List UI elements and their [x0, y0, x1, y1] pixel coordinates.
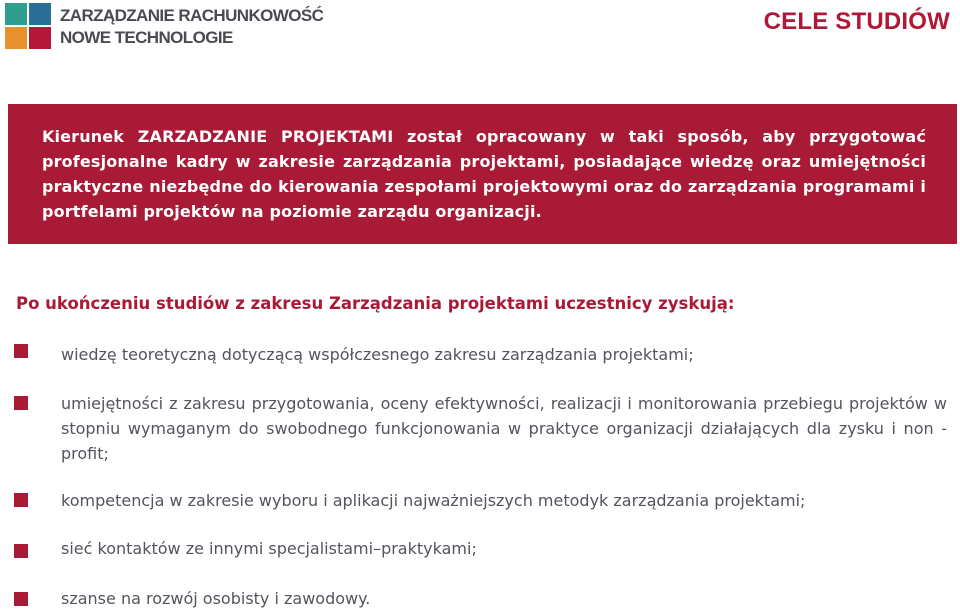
list-item: wiedzę teoretyczną dotyczącą współczesnego zakresu zarządzania projektami; — [61, 345, 694, 364]
bullet-square-icon — [14, 592, 28, 606]
brand-line-1: ZARZĄDZANIE RACHUNKOWOŚĆ — [60, 6, 324, 25]
brand-line-2: NOWE TECHNOLOGIE — [60, 28, 233, 47]
list-item: sieć kontaktów ze innymi specjalistami–praktykami; — [61, 539, 477, 558]
bullet-square-icon — [14, 493, 28, 507]
logo — [5, 3, 53, 51]
summary-banner — [8, 104, 957, 244]
intro-heading: Po ukończeniu studiów z zakresu Zarządzania projektami uczestnicy zyskują: — [16, 294, 735, 313]
list-item: kompetencja w zakresie wyboru i aplikacji najważniejszych metodyk zarządzania projektami; — [61, 491, 806, 510]
bullet-square-icon — [14, 344, 28, 358]
logo-square-teal — [5, 3, 27, 25]
logo-square-red — [29, 27, 51, 49]
page-title: CELE STUDIÓW — [763, 8, 950, 35]
banner-text: Kierunek ZARZADZANIE PROJEKTAMI został opracowany w taki sposób, aby przygotować profesjonalne kadry w zakresie zarządzania projektami, posiadające wiedzę oraz umiejętności praktyczne niezbędne do kierowania zespołami projektowymi oraz do zarządzania programami i portfelami projektów na poziomie zarządu organizacji. — [42, 127, 926, 221]
bullet-square-icon — [14, 544, 28, 558]
list-item: umiejętności z zakresu przygotowania, oceny efektywności, realizacji i monitorowania przebiegu projektów w stopniu wymaganym do swobodnego funkcjonowania w praktyce organizacji działających dla zysku i non - profit; — [61, 394, 947, 463]
logo-square-blue — [29, 3, 51, 25]
logo-square-orange — [5, 27, 27, 49]
bullet-square-icon — [14, 396, 28, 410]
list-item: szanse na rozwój osobisty i zawodowy. — [61, 589, 371, 608]
brand-name — [60, 5, 323, 49]
